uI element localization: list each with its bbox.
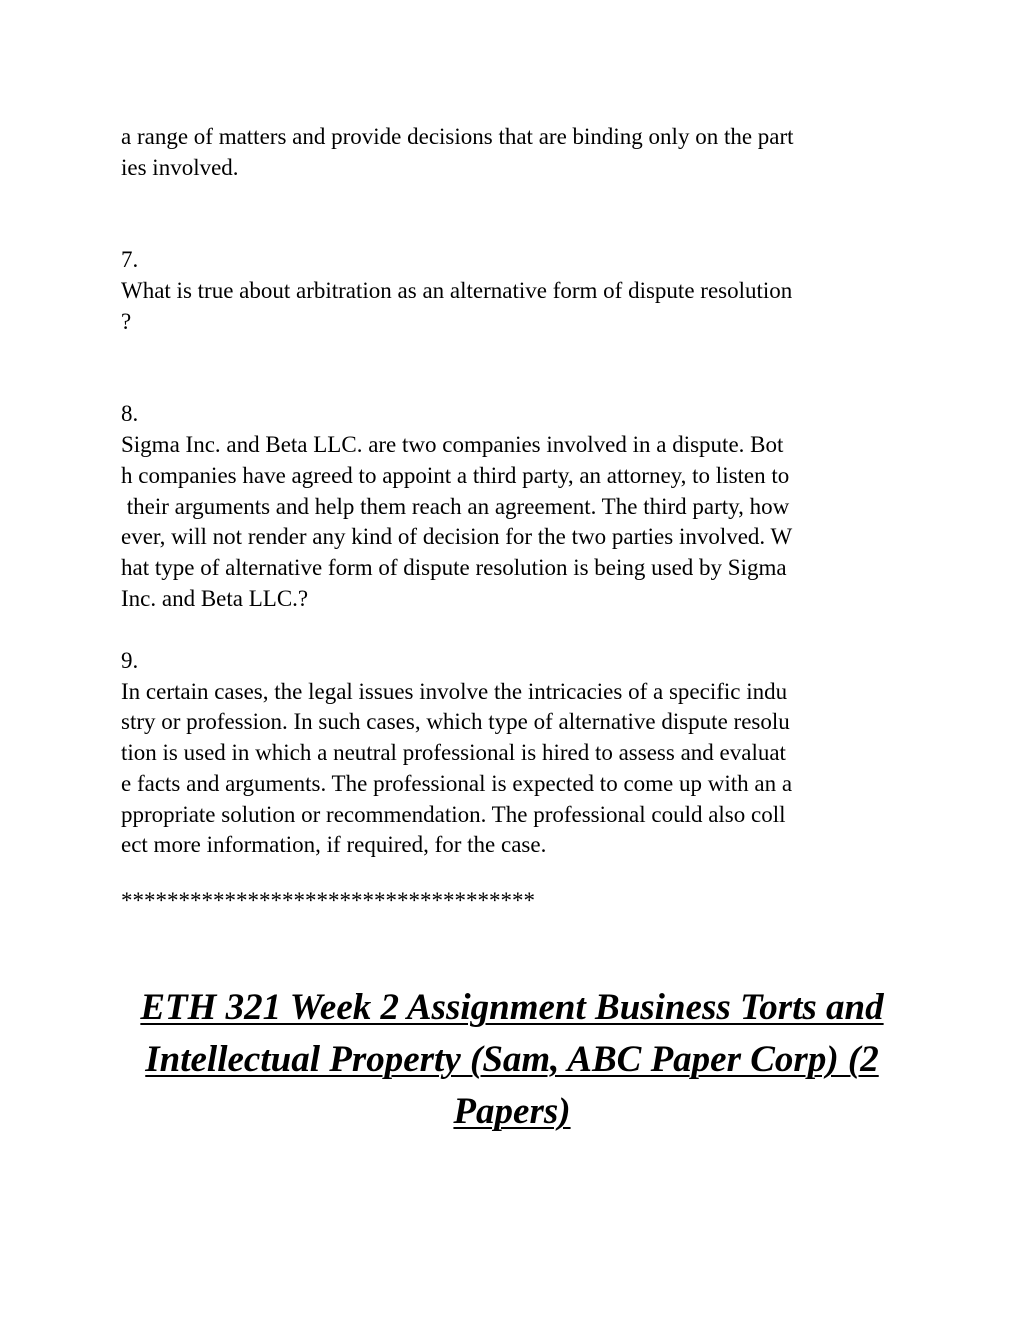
question-text-line: Inc. and Beta LLC.? — [121, 586, 309, 611]
question-number: 9. — [121, 648, 139, 673]
question-text-line: ppropriate solution or recommendation. The professional could also coll — [121, 802, 786, 827]
separator: ************************************ — [121, 888, 535, 913]
question-number: 8. — [121, 401, 139, 426]
question-text-line: ever, will not render any kind of decision for the two parties involved. W — [121, 524, 793, 549]
heading-line: ETH 321 Week 2 Assignment Business Torts and — [140, 987, 884, 1028]
question-number: 7. — [121, 247, 139, 272]
question-text-line: Sigma Inc. and Beta LLC. are two companies involved in a dispute. Bot — [121, 432, 784, 457]
heading-line: Intellectual Property (Sam, ABC Paper Corp) (2 — [145, 1039, 879, 1080]
question-text-line: tion is used in which a neutral professional is hired to assess and evaluat — [121, 740, 786, 765]
question-text-line: What is true about arbitration as an alternative form of dispute resolution — [121, 278, 793, 303]
question-text-line: their arguments and help them reach an agreement. The third party, how — [121, 494, 790, 519]
question-text-line: e facts and arguments. The professional is expected to come up with an a — [121, 771, 793, 796]
question-text-line: In certain cases, the legal issues involve the intricacies of a specific indu — [121, 679, 788, 704]
question-text-line: ect more information, if required, for the case. — [121, 832, 547, 857]
question-text-line: stry or profession. In such cases, which type of alternative dispute resolu — [121, 709, 790, 734]
heading-line: Papers) — [453, 1091, 571, 1132]
intro-line: ies involved. — [121, 155, 239, 180]
question-text-line: hat type of alternative form of dispute resolution is being used by Sigma — [121, 555, 787, 580]
assignment-heading[interactable] — [100, 982, 924, 1138]
question-text-line: h companies have agreed to appoint a third party, an attorney, to listen to — [121, 463, 790, 488]
question-text-line: ? — [121, 309, 132, 334]
intro-line: a range of matters and provide decisions that are binding only on the part — [121, 124, 794, 149]
